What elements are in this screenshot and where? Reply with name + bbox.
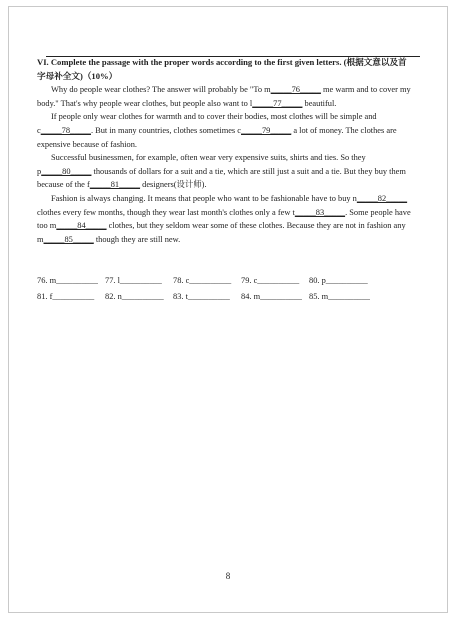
passage-text: me warm and to cover my body." That's why people wear clothes, but people also want to — [37, 85, 411, 108]
fill-blank: _____76_____ — [270, 85, 321, 95]
answer-blank: 85. m__________ — [309, 292, 370, 301]
passage-paragraph — [37, 83, 411, 110]
answer-blank: 77. l__________ — [105, 276, 162, 285]
page-number: 8 — [225, 571, 231, 581]
passage-text: . But in many countries, clothes sometimes c — [90, 125, 241, 135]
fill-blank: _____78_____ — [40, 125, 91, 135]
answer-row — [37, 276, 411, 292]
answer-sheet — [37, 276, 411, 308]
answer-blank: 79. c__________ — [241, 276, 300, 285]
fill-blank: _____84_____ — [56, 221, 107, 231]
passage-text: . Some people have too m — [37, 207, 411, 231]
answer-blank: 78. c__________ — [173, 276, 232, 285]
passage-text: Why do people wear clothes? The answer will probably be "To m — [51, 85, 271, 95]
passage-paragraph — [37, 192, 411, 246]
fill-blank: _____81_____ — [89, 180, 141, 190]
fill-blank: _____80_____ — [41, 166, 92, 176]
fill-blank: _____83_____ — [294, 207, 346, 217]
passage-text: l — [249, 98, 253, 108]
passage-text: beautiful. — [302, 98, 337, 108]
answer-row — [37, 292, 411, 308]
exercise-content — [37, 56, 411, 246]
passage-text: a lot of money. The clothes are expensive because of fashion. — [37, 125, 397, 149]
answer-blank: 82. n__________ — [105, 292, 164, 301]
fill-blank: _____82_____ — [356, 193, 408, 203]
passage-text: If people only wear clothes for warmth and to cover their bodies, most clothes will be simple and c — [37, 112, 377, 135]
passage-text: Successful businessmen, for example, often wear very expensive suits, shirts and ties. So they p — [37, 153, 366, 176]
answer-blank: 84. m__________ — [241, 292, 302, 301]
passage-text: thousands of dollars for a suit and a tie, which are still just a suit and a tie. But they buy them because of the f — [37, 166, 406, 190]
fill-blank: _____77_____ — [252, 98, 303, 108]
fill-blank: _____79_____ — [241, 125, 292, 135]
passage-text: clothes every few months, though they wear last month's clothes only a few t — [37, 207, 295, 217]
answer-blank: 80. p__________ — [309, 276, 368, 285]
answer-blank: 81. f__________ — [37, 292, 95, 301]
fill-blank: _____85_____ — [43, 234, 94, 244]
answer-blank: 76. m__________ — [37, 276, 98, 285]
passage-text: designers(设计师). — [140, 180, 207, 190]
passage-text: clothes, but they seldom wear some of these clothes. Because they are not in fashion any m — [37, 221, 406, 244]
passage-paragraph — [37, 151, 411, 192]
section-heading: VI. Complete the passage with the proper words according to the first given letters. (根据文意以及首字母补全文)（10%） — [37, 57, 407, 81]
passage-text: though they are still new. — [93, 234, 181, 244]
passage-paragraph — [37, 110, 411, 151]
passage — [37, 83, 411, 246]
passage-text: Fashion is always changing. It means that people who want to be fashionable have to buy n — [51, 193, 357, 203]
answer-blank: 83. t__________ — [173, 292, 230, 301]
